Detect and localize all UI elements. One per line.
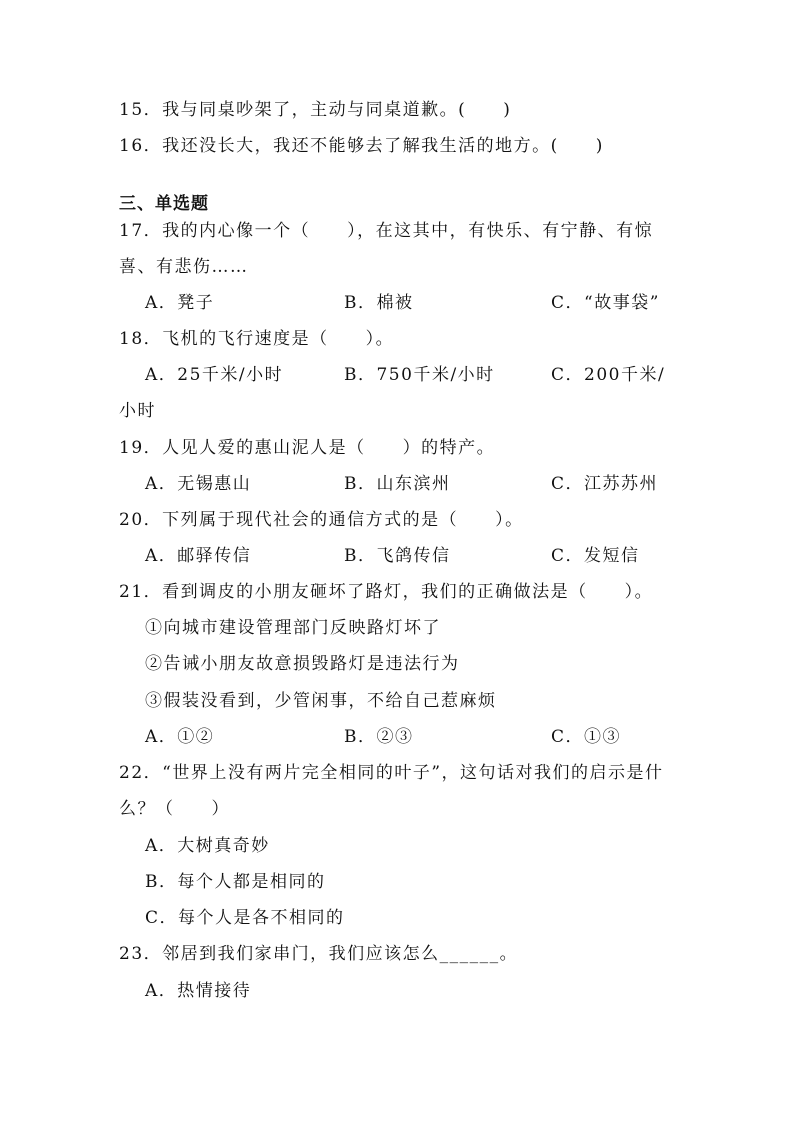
section-title: 三、单选题 [119,194,209,214]
option-c: C．发短信 [551,546,640,566]
option-b: B．飞鸽传信 [344,546,451,566]
statement-2: ②告诫小朋友故意损毁路灯是违法行为 [145,654,460,674]
option-c: C．每个人是各不相同的 [145,908,345,928]
question-stem-cont: 喜、有悲伤…… [119,257,249,277]
option-a: A．大树真奇妙 [145,836,270,856]
option-a: A．无锡惠山 [145,474,252,494]
option-b: B．每个人都是相同的 [145,872,326,892]
question-16: 16．我还没长大，我还不能够去了解我生活的地方。( ) [119,136,604,156]
question-15: 15．我与同桌吵架了，主动与同桌道歉。( ) [119,100,512,120]
question-stem-cont: 么？（ ） [119,799,230,819]
option-b: B．750千米/小时 [344,365,495,385]
question-stem: 21．看到调皮的小朋友砸坏了路灯，我们的正确做法是（ ）。 [119,582,654,602]
option-c: C．200千米/ [551,365,666,385]
statement-1: ①向城市建设管理部门反映路灯坏了 [145,618,441,638]
option-c: C．①③ [551,727,622,747]
question-stem: 17．我的内心像一个（ ），在这其中，有快乐、有宁静、有惊 [119,221,654,241]
question-stem: 20．下列属于现代社会的通信方式的是（ ）。 [119,510,524,530]
option-c: C．“故事袋” [551,293,660,313]
option-b: B．②③ [344,727,414,747]
option-a: A．邮驿传信 [145,546,252,566]
option-a: A．①② [145,727,215,747]
option-b: B．山东滨州 [344,474,451,494]
option-c-cont: 小时 [119,401,156,421]
option-c: C．江苏苏州 [551,474,659,494]
question-stem: 23．邻居到我们家串门，我们应该怎么______。 [119,944,519,964]
option-a: A．热情接待 [145,981,252,1001]
question-stem: 22．“世界上没有两片完全相同的叶子”，这句话对我们的启示是什 [119,763,664,783]
statement-3: ③假装没看到，少管闲事，不给自己惹麻烦 [145,691,497,711]
option-a: A．25千米/小时 [145,365,284,385]
question-stem: 19．人见人爱的惠山泥人是（ ）的特产。 [119,438,496,458]
option-a: A．凳子 [145,293,215,313]
question-stem: 18．飞机的飞行速度是（ ）。 [119,329,395,349]
option-b: B．棉被 [344,293,414,313]
